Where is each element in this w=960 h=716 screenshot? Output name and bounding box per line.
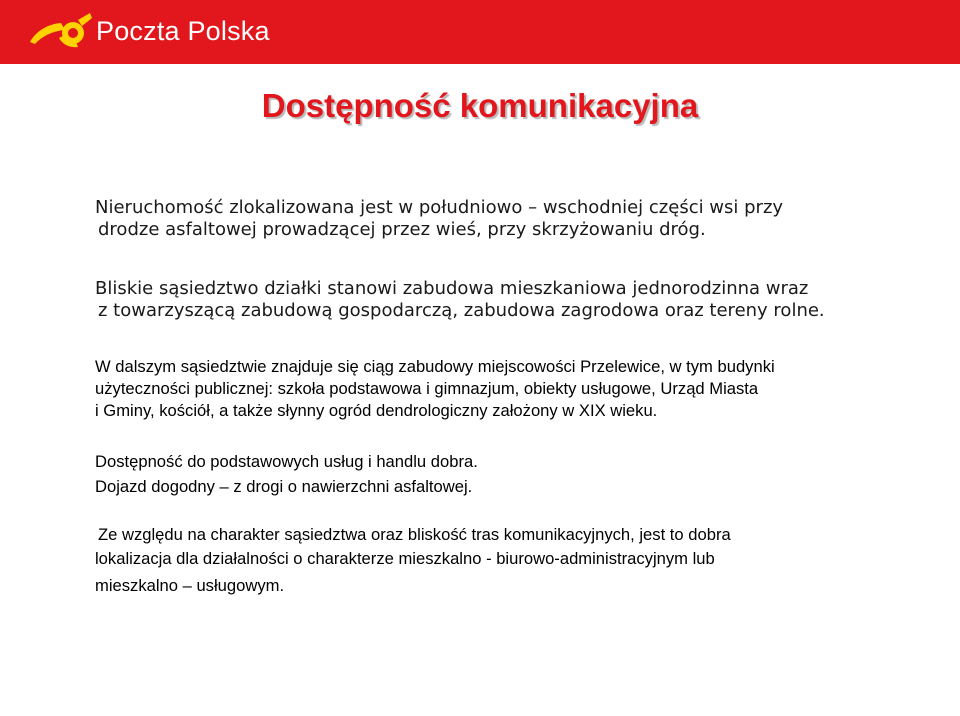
paragraph-line: i Gminy, kościół, a także słynny ogród dendrologiczny założony w XIX wieku.: [95, 401, 658, 420]
paragraph-location: [95, 197, 783, 241]
paragraph-summary: [95, 523, 731, 601]
paragraph-line: mieszkalno – usługowym.: [95, 576, 285, 595]
paragraph-line: Bliskie sąsiedztwo działki stanowi zabudowa mieszkaniowa jednorodzinna wraz: [95, 278, 809, 299]
page-title: Dostępność komunikacyjna: [261, 87, 699, 124]
paragraph-line: lokalizacja dla działalności o charakterze mieszkalno - biurowo-administracyjnym lub: [95, 549, 715, 568]
paragraph-services: [95, 449, 478, 499]
header-bar: [0, 0, 960, 64]
paragraph-line: W dalszym sąsiedztwie znajduje się ciąg zabudowy miejscowości Przelewice, w tym budynki: [95, 357, 775, 376]
paragraph-line: Ze względu na charakter sąsiedztwa oraz bliskość tras komunikacyjnych, jest to dobra: [98, 525, 731, 544]
paragraph-line: drodze asfaltowej prowadzącej przez wieś, przy skrzyżowaniu dróg.: [98, 219, 706, 240]
paragraph-line: użyteczności publicznej: szkoła podstawowa i gimnazjum, obiekty usługowe, Urząd Miasta: [95, 379, 759, 398]
paragraph-line: Dostępność do podstawowych usług i handlu dobra.: [95, 452, 478, 471]
paragraph-line: Dojazd dogodny – z drogi o nawierzchni asfaltowej.: [95, 477, 473, 496]
paragraph-line: z towarzyszącą zabudową gospodarczą, zabudowa zagrodowa oraz tereny rolne.: [98, 300, 825, 321]
footer-url[interactable]: www.poczta-polska.pl: [745, 672, 922, 691]
paragraph-neighbourhood: [95, 278, 825, 322]
paragraph-line: Nieruchomość zlokalizowana jest w południowo – wschodniej części wsi przy: [95, 197, 784, 218]
paragraph-surroundings: [95, 356, 775, 422]
poczta-polska-horn-logo-icon: [26, 11, 94, 51]
brand-name: Poczta Polska: [96, 16, 270, 46]
